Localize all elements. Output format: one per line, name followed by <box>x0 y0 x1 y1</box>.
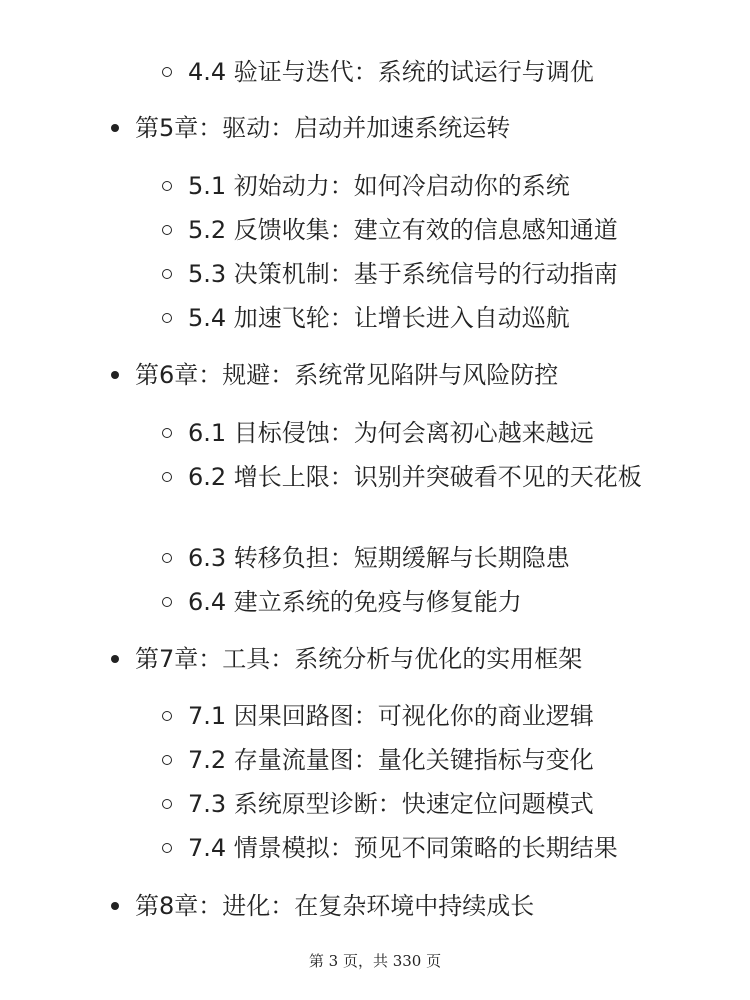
toc-section-5-3: 5.3 决策机制：基于系统信号的行动指南 <box>188 254 618 294</box>
toc-section-5-1: 5.1 初始动力：如何冷启动你的系统 <box>188 166 570 206</box>
toc-section-6-2: 6.2 增长上限：识别并突破看不见的天花板 <box>188 457 668 497</box>
toc-section-6-4: 6.4 建立系统的免疫与修复能力 <box>188 582 522 622</box>
toc-section-5-2: 5.2 反馈收集：建立有效的信息感知通道 <box>188 210 618 250</box>
page-number-footer: 第 3 页，共 330 页 <box>308 952 442 970</box>
toc-section-6-1: 6.1 目标侵蚀：为何会离初心越来越远 <box>188 413 594 453</box>
toc-section-7-2: 7.2 存量流量图：量化关键指标与变化 <box>188 740 594 780</box>
toc-section-7-4: 7.4 情景模拟：预见不同策略的长期结果 <box>188 828 618 868</box>
toc-section-7-3: 7.3 系统原型诊断：快速定位问题模式 <box>188 784 594 824</box>
toc-section-6-3: 6.3 转移负担：短期缓解与长期隐患 <box>188 538 570 578</box>
toc-chapter-6: 第6章：规避：系统常见陷阱与风险防控 <box>135 355 558 395</box>
toc-section-7-1: 7.1 因果回路图：可视化你的商业逻辑 <box>188 696 594 736</box>
toc-chapter-5: 第5章：驱动：启动并加速系统运转 <box>135 108 510 148</box>
toc-section-5-4: 5.4 加速飞轮：让增长进入自动巡航 <box>188 298 570 338</box>
toc-section-4-4: 4.4 验证与迭代：系统的试运行与调优 <box>188 52 594 92</box>
toc-chapter-8: 第8章：进化：在复杂环境中持续成长 <box>135 886 534 926</box>
toc-chapter-7: 第7章：工具：系统分析与优化的实用框架 <box>135 639 582 679</box>
